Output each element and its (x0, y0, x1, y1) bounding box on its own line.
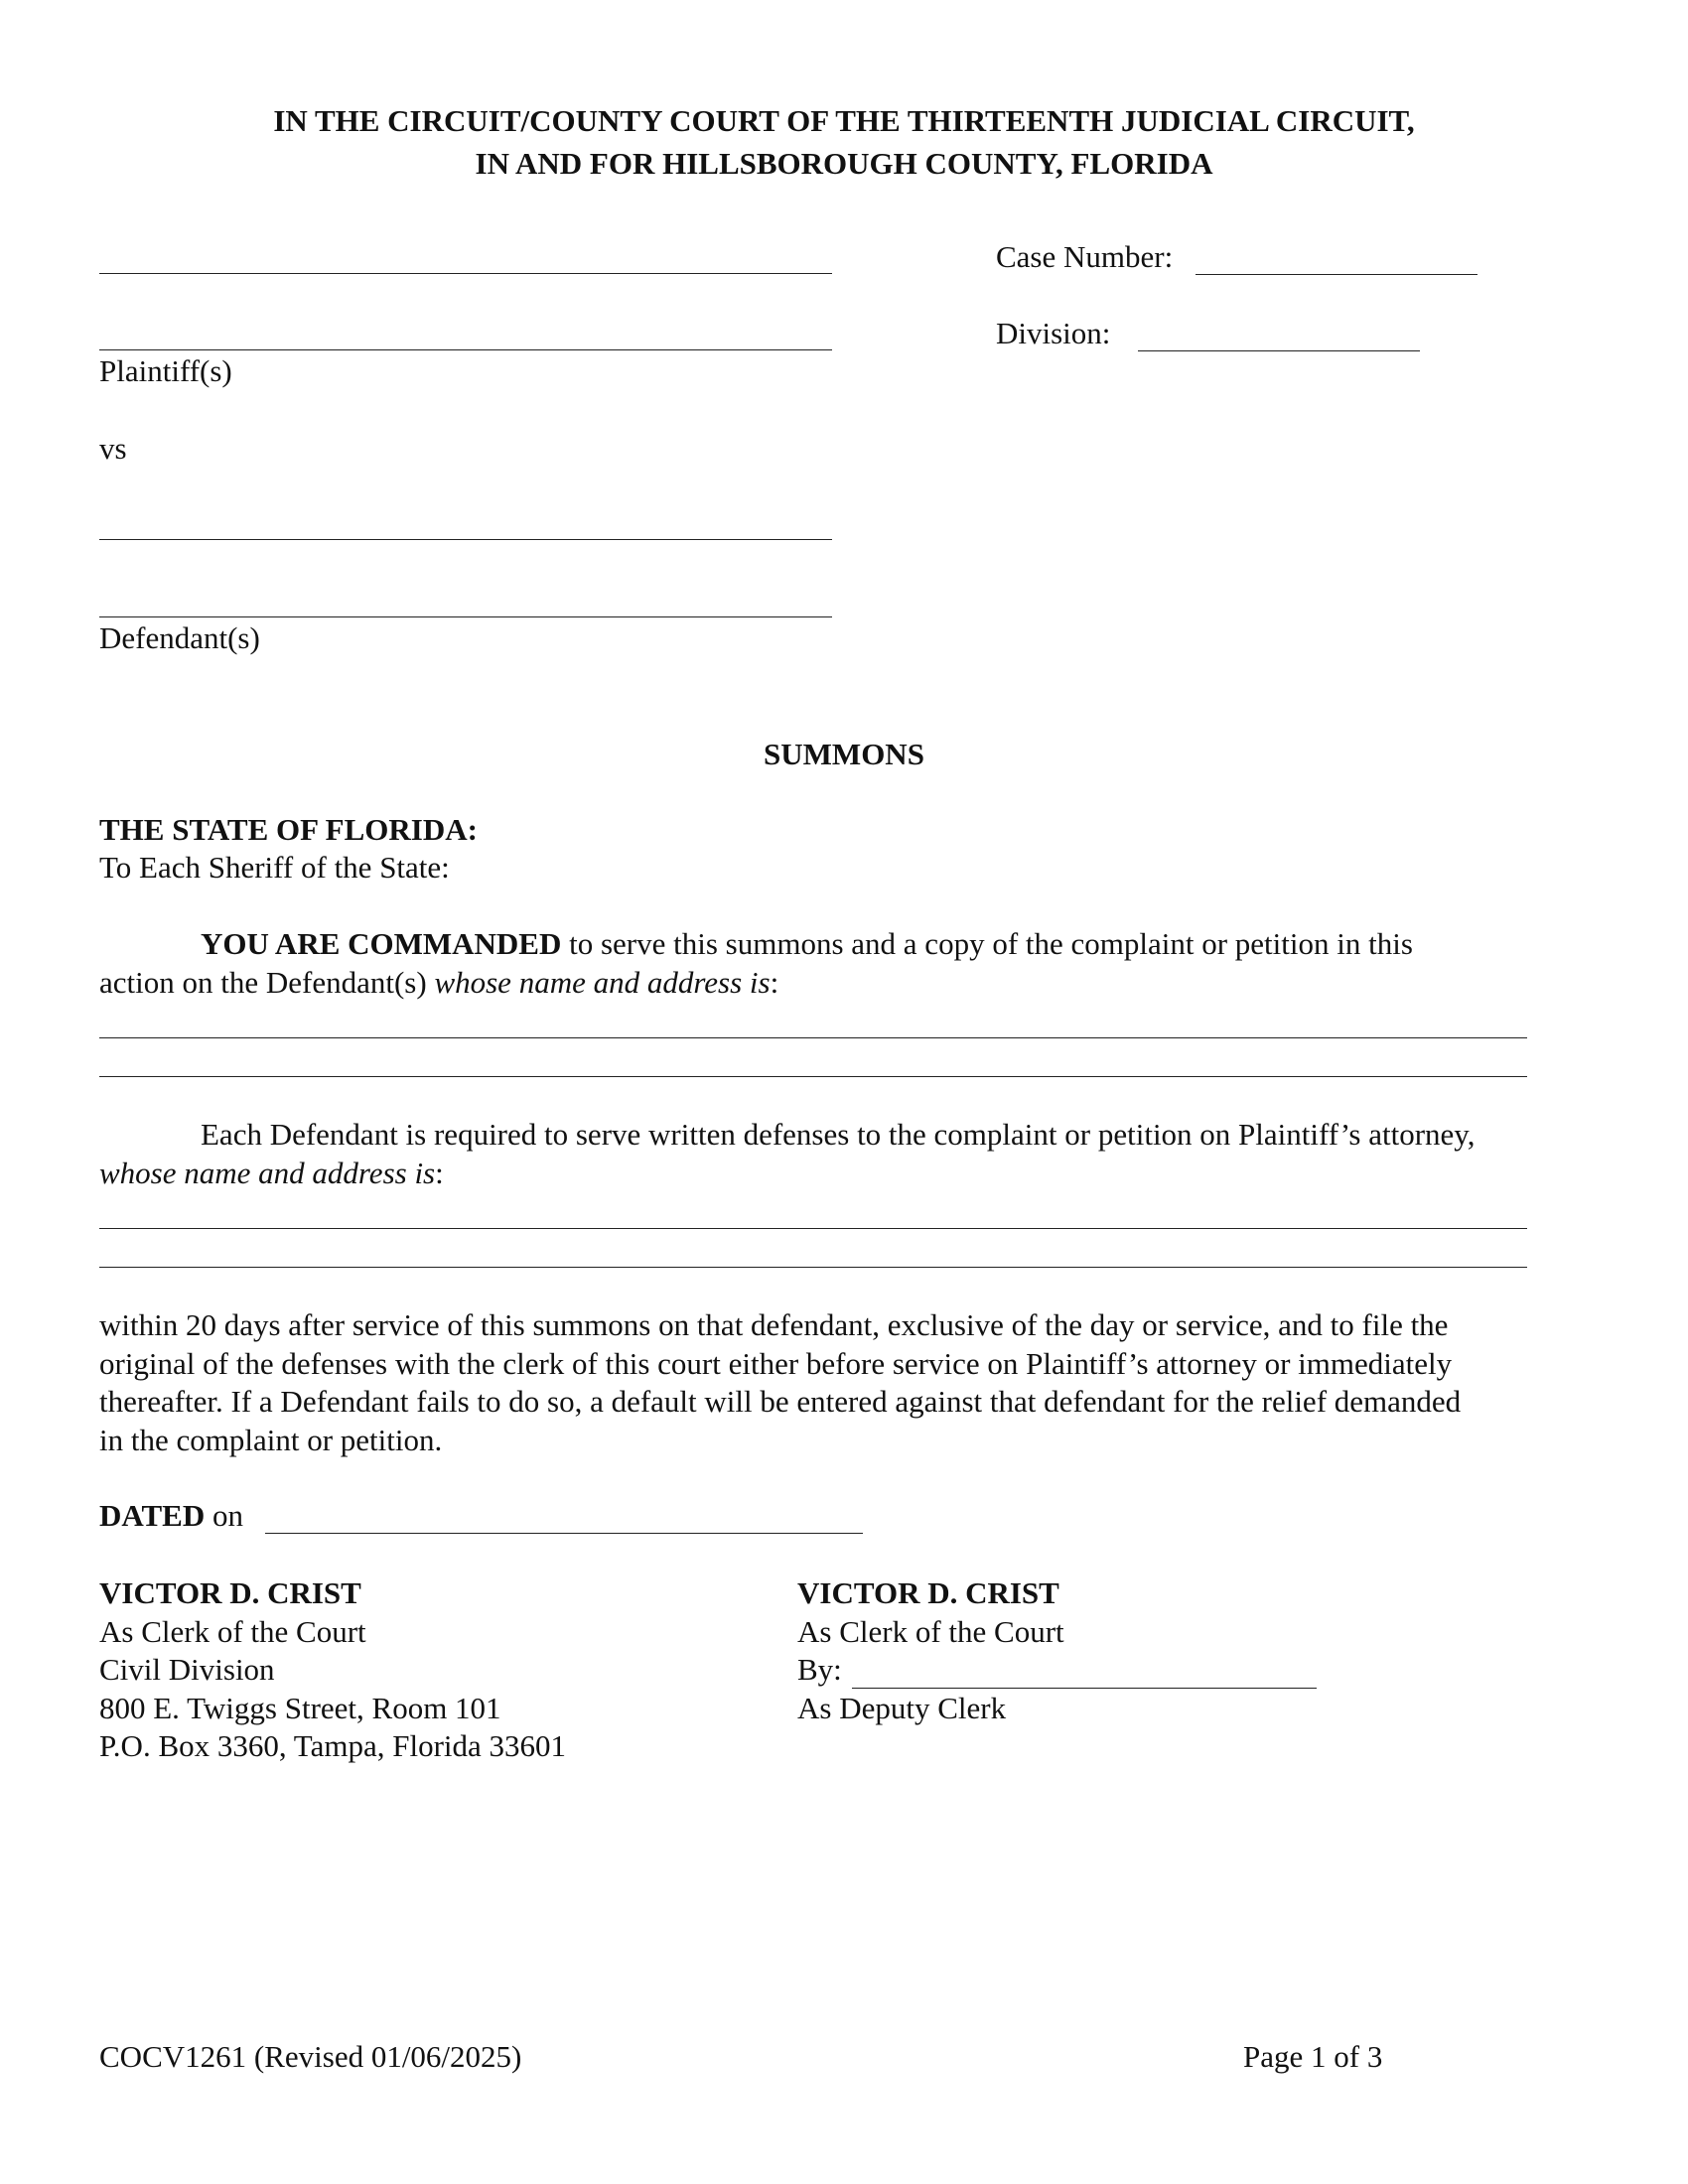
clerk-left-address2: P.O. Box 3360, Tampa, Florida 33601 (99, 1728, 567, 1763)
defenses-colon: : (435, 1155, 444, 1190)
dated-on: on (205, 1498, 243, 1533)
deputy-signature-line[interactable] (852, 1688, 1317, 1689)
defenses-paragraph (99, 1116, 1609, 1192)
defendant-line-1[interactable] (99, 539, 832, 540)
within-line-4: in the complaint or petition. (99, 1422, 443, 1457)
dated-label (99, 1497, 243, 1535)
defendant-line-2[interactable] (99, 616, 832, 617)
clerk-right-by-row (797, 1651, 1064, 1690)
command-text-1: to serve this summons and a copy of the complaint or petition in this (561, 926, 1413, 961)
clerk-left-address1: 800 E. Twiggs Street, Room 101 (99, 1690, 501, 1725)
plaintiff-label: Plaintiff(s) (99, 353, 232, 388)
case-number-field[interactable] (1196, 274, 1477, 275)
dated-field[interactable] (265, 1533, 863, 1534)
page-number: Page 1 of 3 (1243, 2039, 1383, 2074)
dated-bold: DATED (99, 1498, 206, 1533)
plaintiff-line-2[interactable] (99, 349, 832, 350)
defendant-address-line-2[interactable] (99, 1076, 1527, 1077)
court-header-line2: IN AND FOR HILLSBOROUGH COUNTY, FLORIDA (475, 146, 1213, 181)
defenses-italic: whose name and address is (99, 1155, 436, 1190)
case-number-label: Case Number: (996, 239, 1174, 274)
defendant-address-line-1[interactable] (99, 1037, 1527, 1038)
clerk-left-division: Civil Division (99, 1652, 275, 1687)
command-text-2: action on the Defendant(s) (99, 964, 435, 1000)
division-field[interactable] (1138, 350, 1420, 351)
command-colon: : (770, 964, 779, 1000)
clerk-left-block (99, 1574, 566, 1766)
plaintiff-line-1[interactable] (99, 273, 832, 274)
clerk-right-name: VICTOR D. CRIST (797, 1575, 1059, 1610)
within-paragraph (99, 1306, 1461, 1459)
clerk-left-name: VICTOR D. CRIST (99, 1575, 361, 1610)
court-header-line1: IN THE CIRCUIT/COUNTY COURT OF THE THIRTEENTH JUDICIAL CIRCUIT, (273, 103, 1415, 138)
clerk-right-deputy: As Deputy Clerk (797, 1690, 1007, 1725)
command-paragraph (99, 925, 1589, 1002)
within-line-3: thereafter. If a Defendant fails to do so, a default will be entered against that defendant for the relief demanded (99, 1384, 1462, 1419)
clerk-left-title: As Clerk of the Court (99, 1613, 366, 1649)
attorney-address-line-2[interactable] (99, 1267, 1527, 1268)
within-line-2: original of the defenses with the clerk of this court either before service on Plaintiff’s attorney or immediately (99, 1345, 1453, 1381)
defendant-label: Defendant(s) (99, 620, 260, 655)
attorney-address-line-1[interactable] (99, 1228, 1527, 1229)
state-heading: THE STATE OF FLORIDA: (99, 812, 478, 847)
command-italic: whose name and address is (434, 964, 771, 1000)
document-title: SUMMONS (764, 737, 924, 771)
form-id: COCV1261 (Revised 01/06/2025) (99, 2039, 522, 2074)
sheriff-salutation: To Each Sheriff of the State: (99, 850, 450, 885)
within-line-1: within 20 days after service of this summons on that defendant, exclusive of the day or service, and to file the (99, 1307, 1449, 1342)
vs-label: vs (99, 431, 127, 466)
division-label: Division: (996, 316, 1111, 350)
defenses-text-1: Each Defendant is required to serve written defenses to the complaint or petition on Plaintiff’s attorney, (201, 1117, 1476, 1152)
clerk-right-block (797, 1574, 1064, 1727)
clerk-right-title: As Clerk of the Court (797, 1613, 1064, 1649)
command-lead: YOU ARE COMMANDED (201, 926, 562, 961)
clerk-right-by-label: By: (797, 1652, 842, 1687)
